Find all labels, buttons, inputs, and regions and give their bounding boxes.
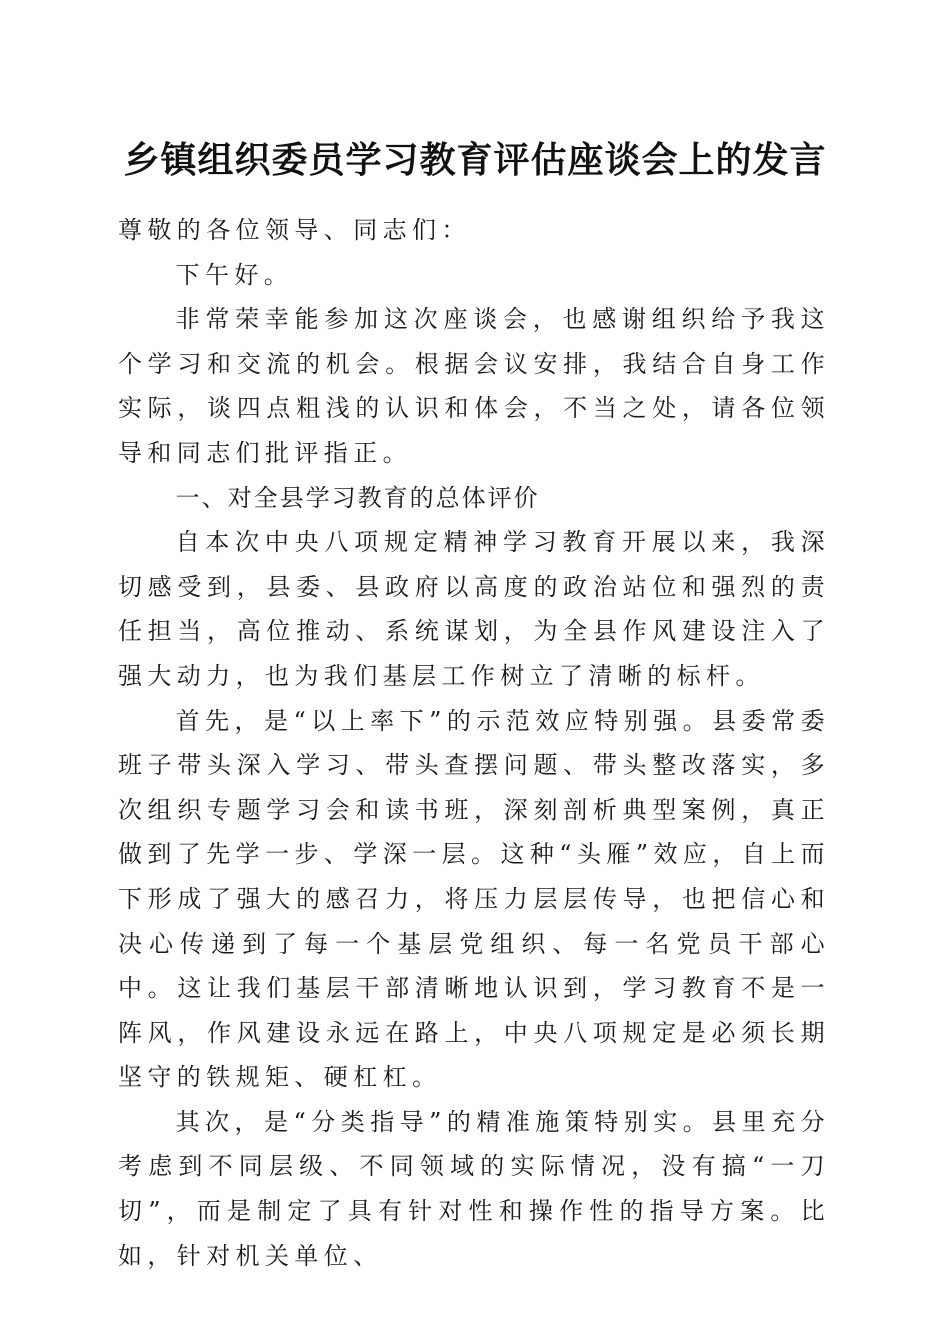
document-title: 乡镇组织委员学习教育评估座谈会上的发言 [123,139,827,181]
document-body [118,208,830,1278]
paragraph: 其次，是“分类指导”的精准施策特别实。县里充分考虑到不同层级、不同领域的实际情况，没有搞“一刀切”，而是制定了具有针对性和操作性的指导方案。比如，针对机关单位、 [118,1107,830,1270]
paragraph-intro: 非常荣幸能参加这次座谈会，也感谢组织给予我这个学习和交流的机会。根据会议安排，我结合自身工作实际，谈四点粗浅的认识和体会，不当之处，请各位领导和同志们批评指正。 [118,305,830,467]
section-heading: 一、对全县学习教育的总体评价 [175,483,540,512]
paragraph: 首先，是“以上率下”的示范效应特别强。县委常委班子带头深入学习、带头查摆问题、带头整改落实，多次组织专题学习会和读书班，深刻剖析典型案例，真正做到了先学一步、学深一层。这种“头雁”效应，自上而下形成了强大的感召力，将压力层层传导，也把信心和决心传递到了每一个基层党组织、每一名党员干部心中。这让我们基层干部清晰地认识到，学习教育不是一阵风，作风建设永远在路上，中央八项规定是必须长期坚守的铁规矩、硬杠杠。 [118,706,830,1092]
greeting: 下午好。 [175,260,294,289]
paragraph: 自本次中央八项规定精神学习教育开展以来，我深切感受到，县委、县政府以高度的政治站位和强烈的责任担当，高位推动、系统谋划，为全县作风建设注入了强大动力，也为我们基层工作树立了清晰的标杆。 [118,528,830,690]
salutation: 尊敬的各位领导、同志们： [118,216,471,244]
